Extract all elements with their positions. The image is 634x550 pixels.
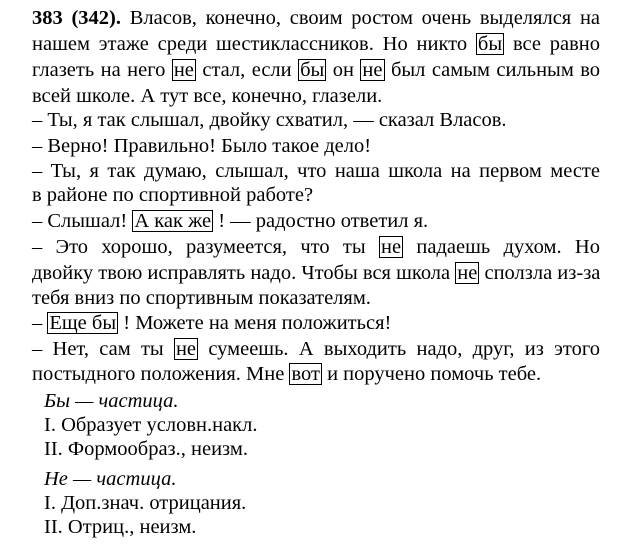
text-line-5 bbox=[32, 108, 507, 132]
text-segment: – Верно! Правильно! Было такое дело! bbox=[32, 135, 372, 157]
text-line-2 bbox=[32, 32, 600, 56]
text-segment: нашем этаже среди шестиклассников. Но никто bbox=[32, 33, 476, 55]
text-line-7 bbox=[32, 159, 600, 183]
text-line-3 bbox=[32, 58, 600, 82]
text-line-10 bbox=[32, 235, 600, 259]
text-segment: и поручено помочь тебе. bbox=[327, 363, 542, 385]
text-segment: тебя вниз по спортивным показателям. bbox=[32, 287, 371, 309]
boxed-particle: не bbox=[457, 262, 478, 284]
text-segment: – Это хорошо, разумеется, что ты bbox=[32, 236, 379, 258]
text-line-14 bbox=[32, 337, 600, 361]
text-line-4 bbox=[32, 84, 382, 108]
text-segment: сползла из-за bbox=[484, 262, 601, 284]
text-segment: сумеешь. А выходить надо, друг, из этого bbox=[208, 338, 600, 360]
boxed-particle: не bbox=[362, 59, 383, 81]
text-line-11 bbox=[32, 261, 600, 285]
text-segment: стал, если bbox=[202, 59, 299, 81]
text-line-6 bbox=[32, 134, 371, 158]
analysis-item: II. Формообраз., неизм. bbox=[44, 438, 248, 460]
text-segment: двойку твою исправлять надо. Чтобы вся школа bbox=[32, 262, 456, 284]
boxed-particle: бы bbox=[477, 33, 503, 55]
text-line-12 bbox=[32, 286, 371, 310]
analysis-item: I. Образует условн.накл. bbox=[44, 414, 258, 436]
text-segment: ! Можете на меня положиться! bbox=[123, 312, 392, 334]
boxed-particle: не bbox=[380, 236, 402, 258]
text-segment: – Нет, сам ты bbox=[32, 338, 174, 360]
text-segment: ! — радостно ответил я. bbox=[218, 210, 429, 232]
text-segment: был самым сильным во bbox=[390, 59, 601, 81]
text-line-8 bbox=[32, 183, 313, 207]
analysis-item: II. Отриц., неизм. bbox=[44, 516, 197, 538]
analysis-item: I. Доп.знач. отрицания. bbox=[44, 492, 247, 514]
text-segment: падаешь духом. Но bbox=[416, 236, 600, 258]
text-segment: постыдного положения. Мне bbox=[32, 363, 290, 385]
text-segment: – Ты, я так думаю, слышал, что наша школа на первом месте bbox=[32, 160, 600, 182]
boxed-particle: вот bbox=[291, 363, 320, 385]
text-segment: всей школе. А тут все, конечно, глазели. bbox=[32, 85, 383, 107]
text-segment: – Слышал! bbox=[32, 210, 133, 232]
text-line-1 bbox=[32, 6, 600, 30]
text-segment: глазеть на него bbox=[32, 59, 172, 81]
text-segment: – Ты, я так слышал, двойку схватил, — сказал Власов. bbox=[32, 109, 507, 131]
text-line-13 bbox=[32, 311, 391, 335]
exercise-number: 383 (342). bbox=[32, 7, 122, 29]
boxed-particle: не bbox=[175, 338, 197, 360]
boxed-phrase: Еще бы bbox=[49, 312, 117, 334]
text-line-9 bbox=[32, 209, 428, 233]
text-line-15 bbox=[32, 362, 541, 386]
boxed-particle: бы bbox=[300, 59, 325, 81]
boxed-particle: не bbox=[173, 59, 194, 81]
analysis-heading-by: Бы — частица. bbox=[44, 390, 179, 412]
boxed-phrase: А как же bbox=[134, 210, 212, 232]
text-segment: он bbox=[332, 59, 361, 81]
text-segment: все равно bbox=[512, 33, 601, 55]
analysis-heading-ne: Не — частица. bbox=[44, 468, 177, 490]
text-segment: Власов, конечно, своим ростом очень выделялся на bbox=[129, 7, 601, 29]
text-segment: – bbox=[32, 312, 48, 334]
text-segment: в районе по спортивной работе? bbox=[32, 184, 314, 206]
